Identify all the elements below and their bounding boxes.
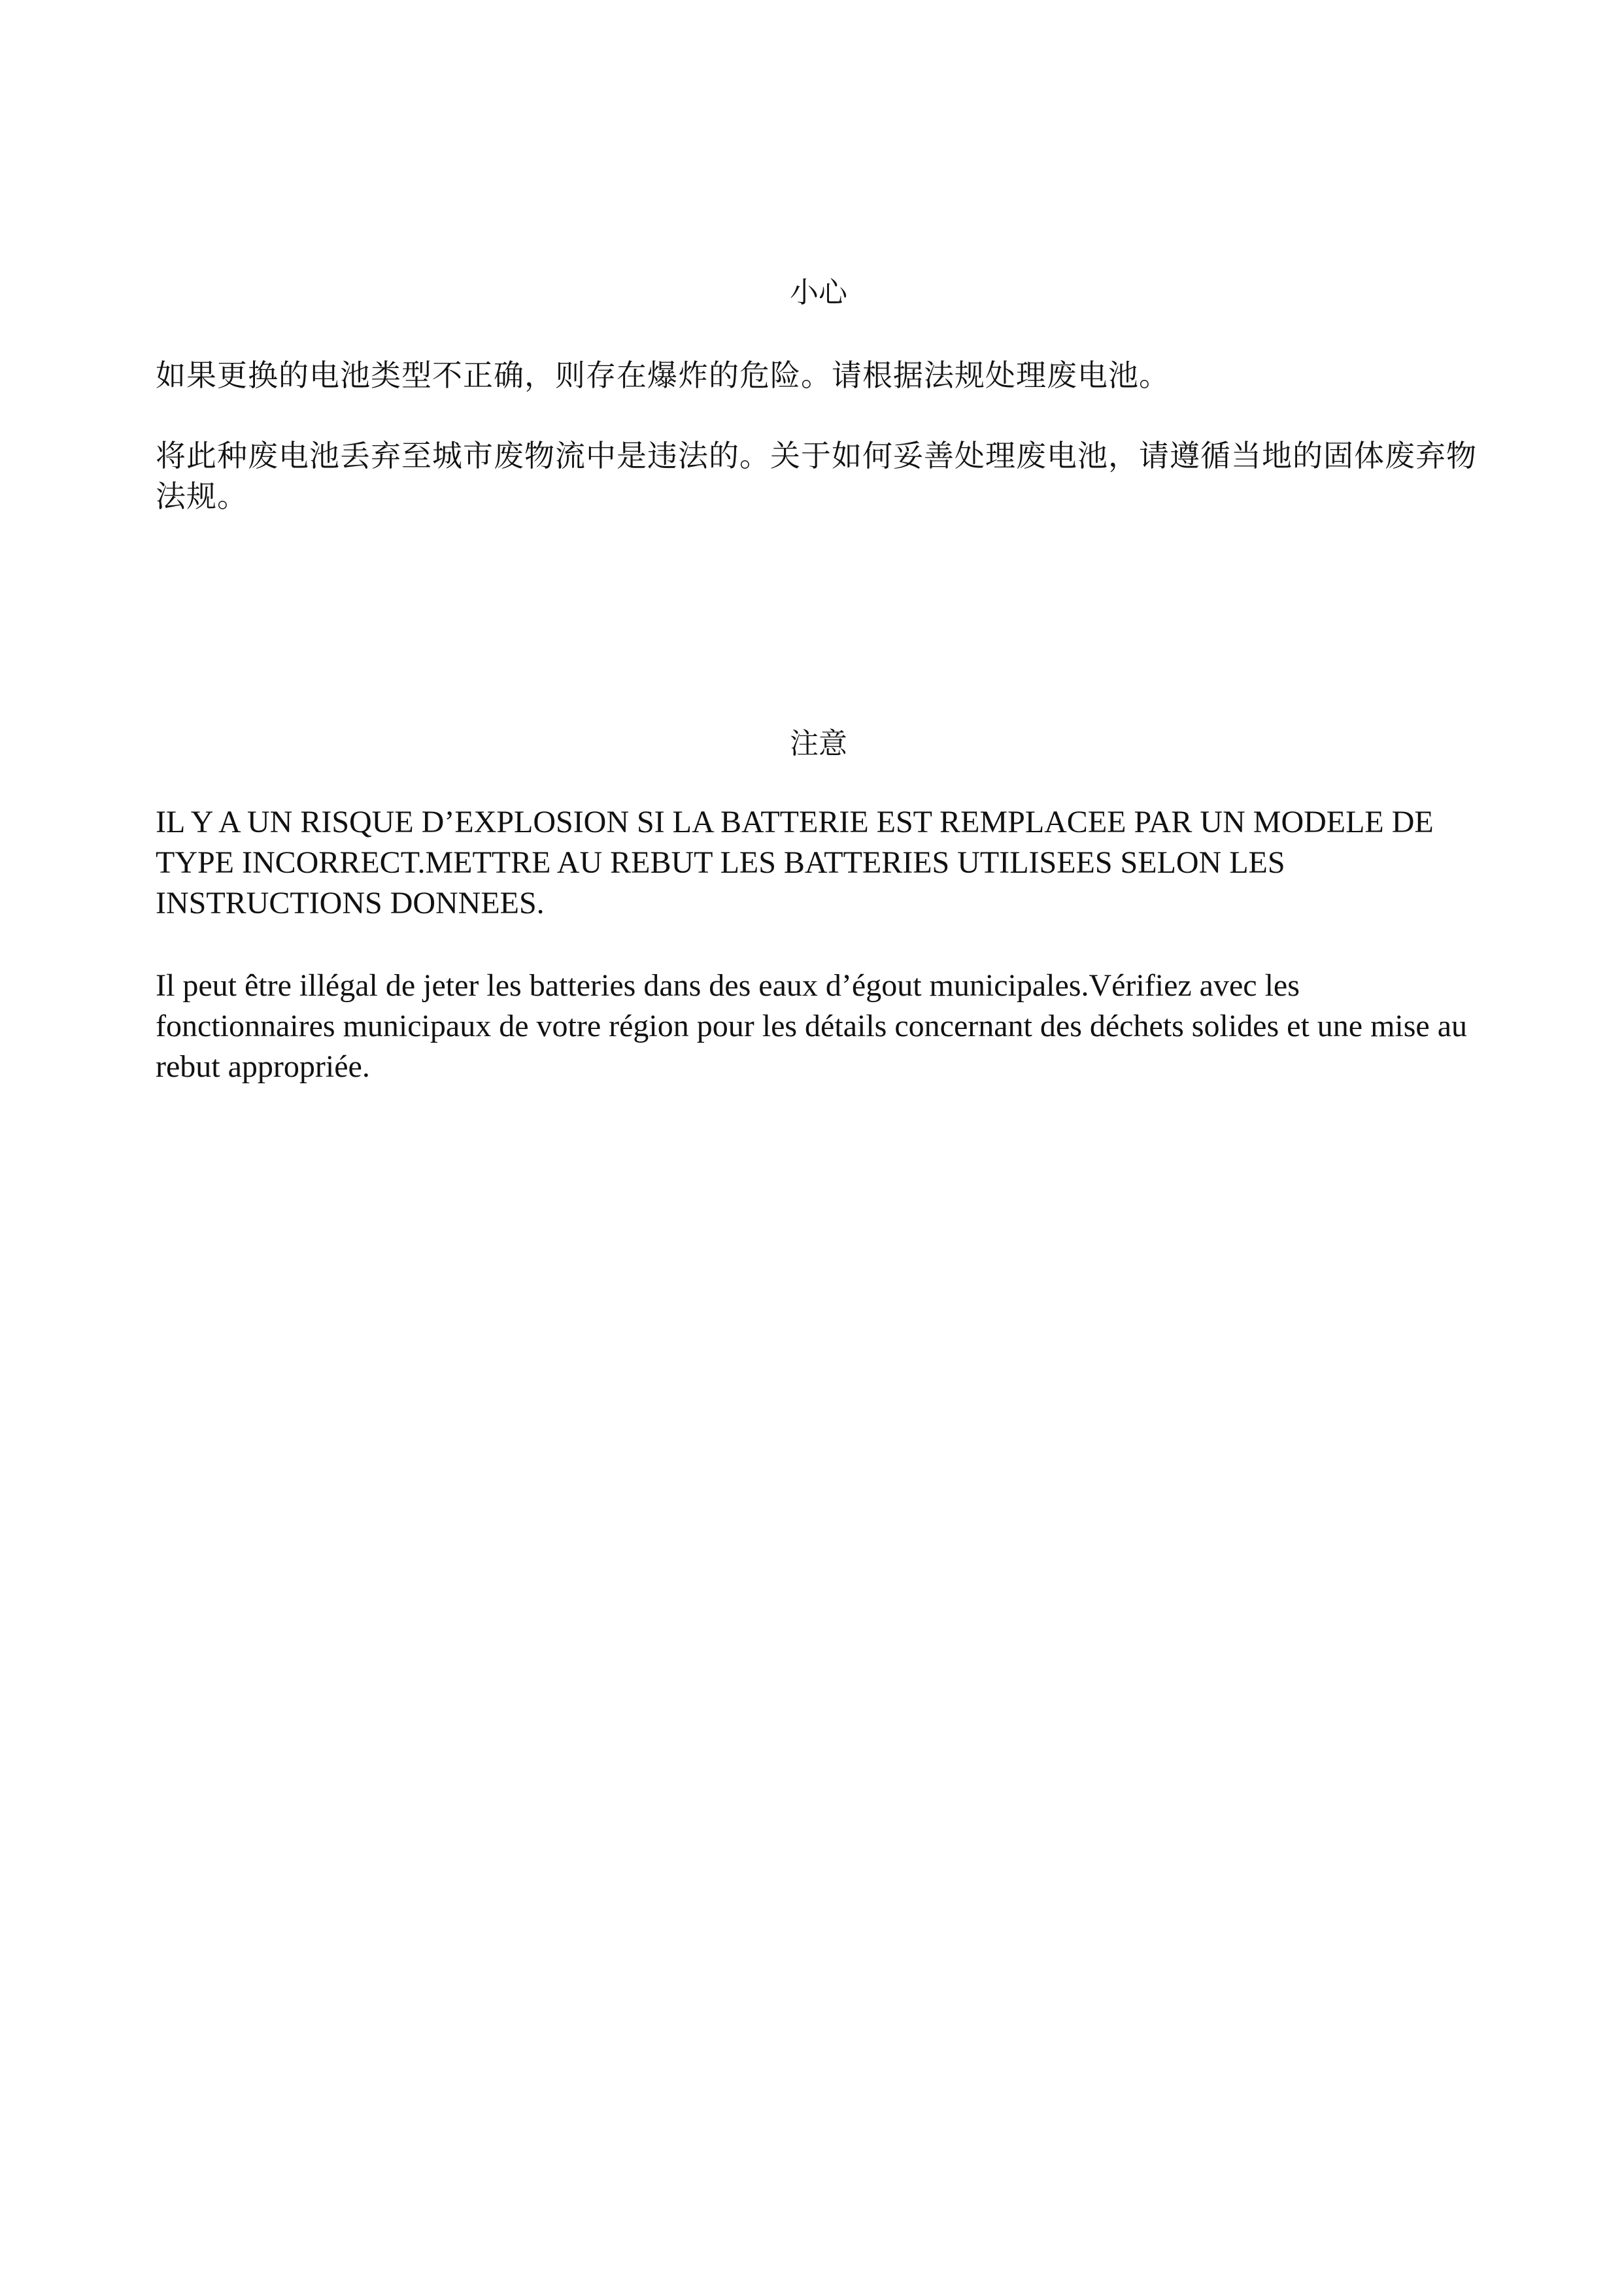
caution-heading-french: 注意 [790,727,847,760]
attention-paragraph-2: Il peut être illégal de jeter les batteries dans des eaux d’égout municipales.Vérifiez avec les fonctionnaires municipaux de votre région pour les détails concernant des déchets solides et une mise au rebut appropriée. [156,968,1468,1084]
attention-paragraph-1: IL Y A UN RISQUE D’EXPLOSION SI LA BATTERIE EST REMPLACEE PAR UN MODELE DE TYPE INCORRECT.METTRE AU REBUT LES BATTERIES UTILISEES SELON LES INSTRUCTIONS DONNEES. [156,805,1434,920]
caution-heading-chinese: 小心 [790,276,847,309]
caution-paragraph-1: 如果更换的电池类型不正确，则存在爆炸的危险。请根据法规处理废电池。 [156,358,1170,393]
caution-paragraph-2: 将此种废电池丢弃至城市废物流中是违法的。关于如何妥善处理废电池，请遵循当地的固体废弃物法规。 [156,438,1477,514]
